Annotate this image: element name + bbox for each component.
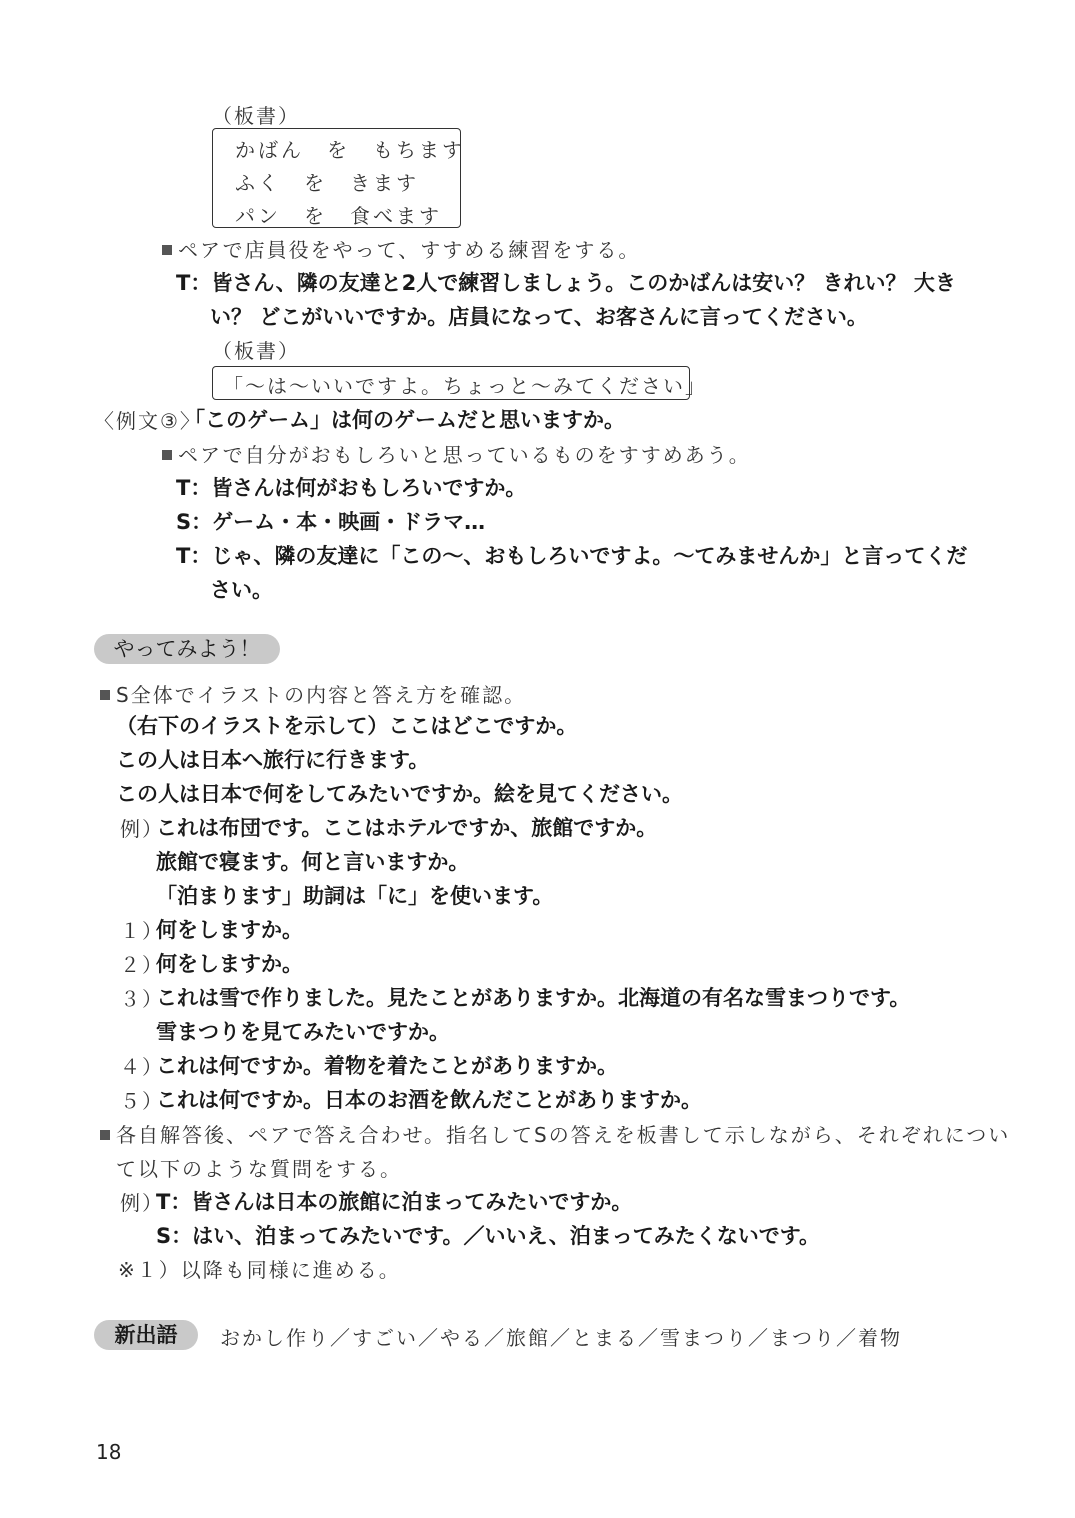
item-text: 何をしますか。 <box>156 952 303 976</box>
item-number: ５） <box>120 1089 164 1113</box>
student-line: S：ゲーム・本・映画・ドラマ… <box>176 510 486 534</box>
square-bullet-icon <box>100 1130 110 1140</box>
teacher-line-continued: さい。 <box>210 578 273 602</box>
square-bullet-icon <box>162 245 172 255</box>
board-line: 「～は～いいですよ。ちょっと～みてください」 <box>223 374 707 398</box>
board-box <box>212 366 707 400</box>
section-heading-yattemiyou: やってみよう！ <box>94 634 280 664</box>
item-number: １） <box>120 919 164 943</box>
teacher-line: T：じゃ、隣の友達に「この～、おもしろいですよ。～てみませんか」と言ってくだ <box>176 544 968 568</box>
student-line: S：はい、泊まってみたいです。／いいえ、泊まってみたくないです。 <box>156 1224 821 1248</box>
question-line: （右下のイラストを示して）ここはどこですか。 <box>116 714 578 738</box>
board-label: （板書） <box>212 339 300 363</box>
item-text: これは何ですか。日本のお酒を飲んだことがありますか。 <box>156 1088 702 1112</box>
new-words-list: おかし作り／すごい／やる／旅館／とまる／雪まつり／まつり／着物 <box>220 1326 902 1350</box>
item-number: ２） <box>120 953 164 977</box>
instruction-line: S全体でイラストの内容と答え方を確認。 <box>100 679 526 708</box>
square-bullet-icon <box>100 690 110 700</box>
item-text: これは何ですか。着物を着たことがありますか。 <box>156 1054 618 1078</box>
example-line: これは布団です。ここはホテルですか、旅館ですか。 <box>156 816 658 840</box>
instruction-line: ペアで店員役をやって、すすめる練習をする。 <box>162 234 640 263</box>
board-line: ふく を きます <box>235 171 419 195</box>
item-text: これは雪で作りました。見たことがありますか。北海道の有名な雪まつりです。 <box>156 986 911 1010</box>
question-line: この人は日本へ旅行に行きます。 <box>116 748 430 772</box>
square-bullet-icon <box>162 450 172 460</box>
item-text: 雪まつりを見てみたいですか。 <box>156 1020 450 1044</box>
teacher-line: T：皆さんは日本の旅館に泊まってみたいですか。 <box>156 1190 633 1214</box>
teacher-line: T：皆さん、隣の友達と2人で練習しましょう。このかばんは安い？ きれい？ 大き <box>176 271 956 295</box>
example-label: 例） <box>120 1191 164 1215</box>
page-number: 18 <box>96 1440 122 1464</box>
board-label: （板書） <box>212 104 300 128</box>
teacher-line: T：皆さんは何がおもしろいですか。 <box>176 476 527 500</box>
footnote: ※１）以降も同様に進める。 <box>118 1258 401 1282</box>
board-line: パン を 食べます <box>235 204 442 228</box>
item-text: 何をしますか。 <box>156 918 303 942</box>
example-line: 旅館で寝ます。何と言いますか。 <box>156 850 470 874</box>
item-number: ３） <box>120 987 164 1011</box>
board-box <box>212 128 465 228</box>
board-line: かばん を もちます <box>235 138 465 162</box>
example-label: 例） <box>120 817 164 841</box>
item-number: ４） <box>120 1055 164 1079</box>
instruction-line-continued: て以下のような質問をする。 <box>116 1157 402 1181</box>
question-line: この人は日本で何をしてみたいですか。絵を見てください。 <box>116 782 683 806</box>
example-sentence: 「このゲーム」は何のゲームだと思いますか。 <box>184 408 625 432</box>
instruction-line: 各自解答後、ペアで答え合わせ。指名してSの答えを板書して示しながら、それぞれについ <box>100 1119 1010 1148</box>
example-line: 「泊まります」助詞は「に」を使います。 <box>156 884 554 908</box>
section-heading-new-words: 新出語 <box>94 1320 198 1350</box>
instruction-line: ペアで自分がおもしろいと思っているものをすすめあう。 <box>162 439 751 468</box>
teacher-line-continued: い？ どこがいいですか。店員になって、お客さんに言ってください。 <box>210 305 868 329</box>
example-label: 〈例文③〉 <box>94 409 202 433</box>
